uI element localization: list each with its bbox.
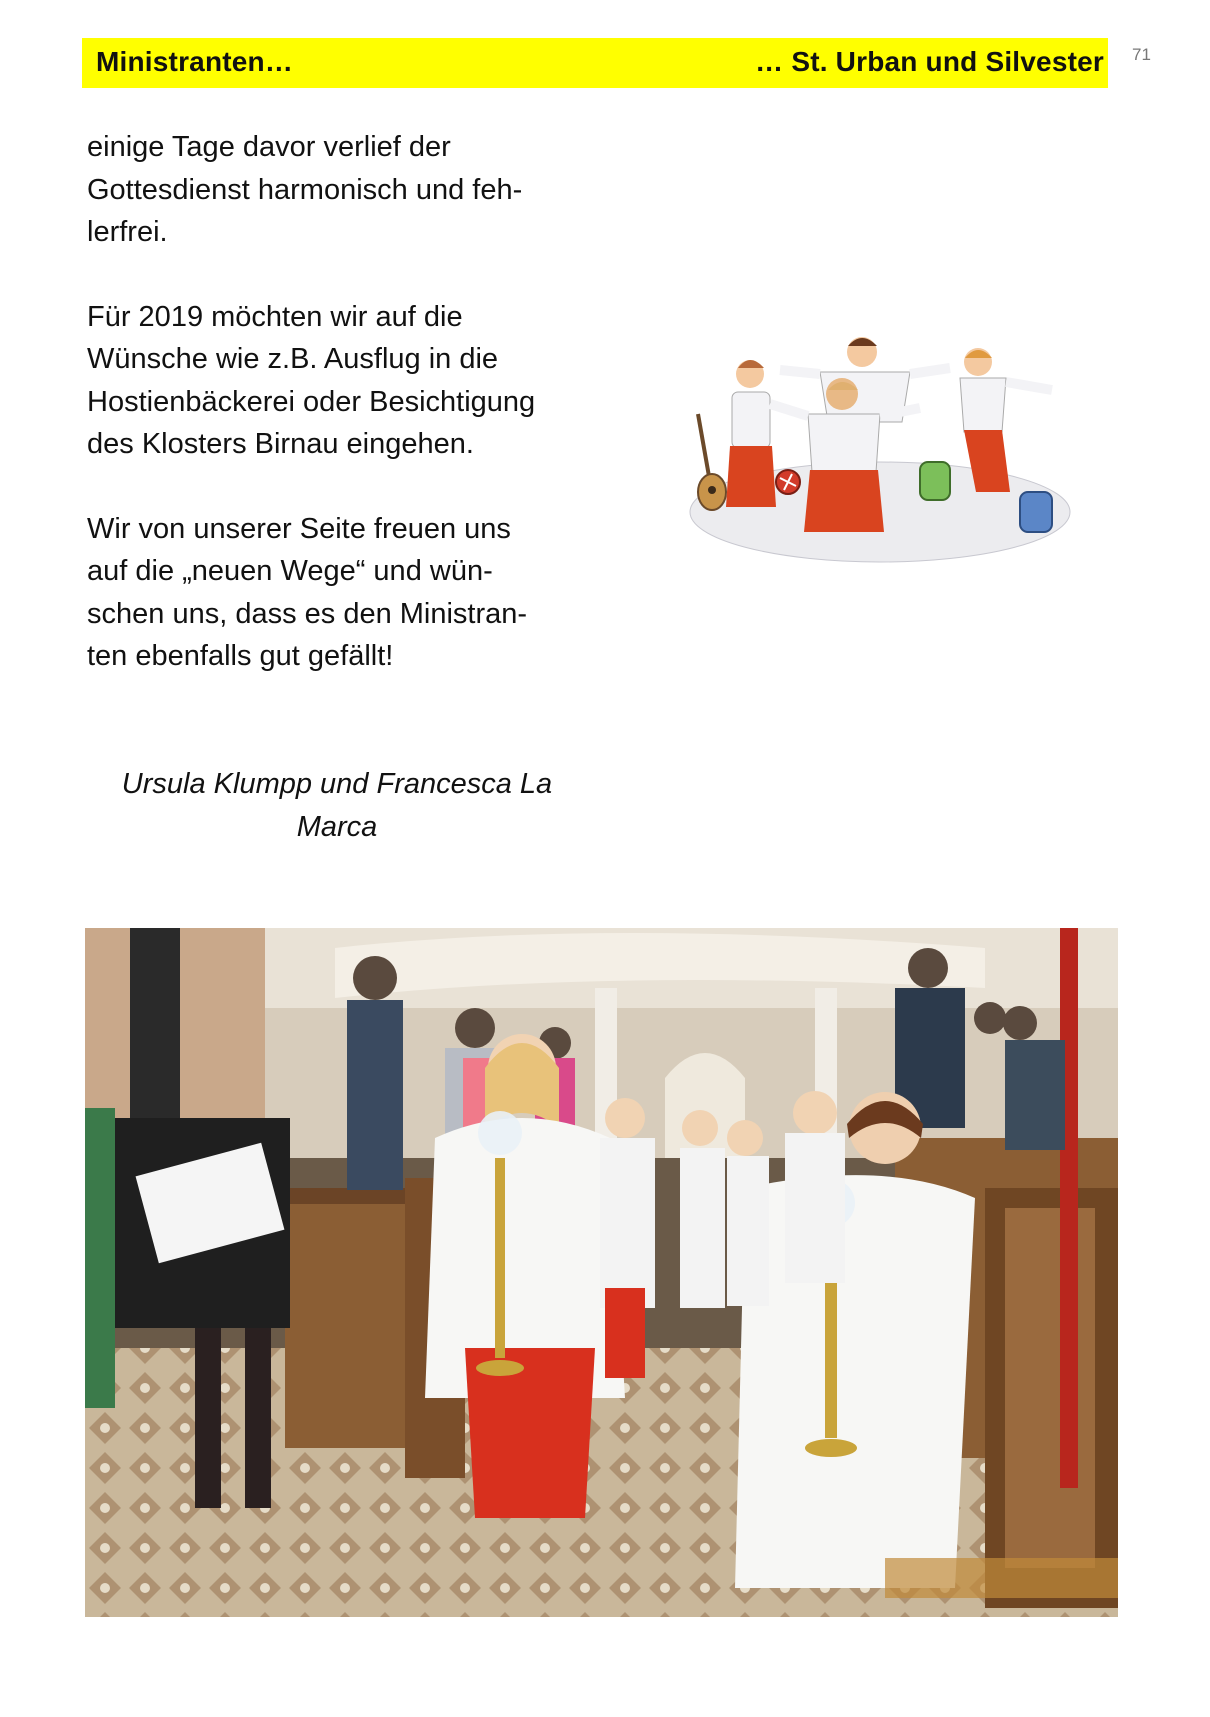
paragraph xyxy=(87,126,607,254)
author-signature xyxy=(87,763,587,848)
header-parish-name: … St. Urban und Silvester xyxy=(755,46,1104,77)
text-line: auf die „neuen Wege“ und wün- xyxy=(87,555,493,587)
text-line: schen uns, dass es den Ministran- xyxy=(87,597,528,630)
paragraph xyxy=(87,296,607,466)
author-line: Marca xyxy=(296,810,378,843)
text-line: Wünsche wie z.B. Ausflug in die xyxy=(87,343,499,375)
server-figure-left xyxy=(726,360,776,507)
backpack-icon xyxy=(920,462,950,500)
text-line: des Klosters Birnau eingehen. xyxy=(87,428,474,460)
header-section-title: Ministranten… xyxy=(96,46,294,77)
header-bar xyxy=(82,38,1108,88)
text-line: Für 2019 möchten wir auf die xyxy=(87,300,463,333)
guitar-icon xyxy=(698,414,726,510)
text-line: Gottesdienst harmonisch und feh- xyxy=(87,173,523,206)
paragraph xyxy=(87,508,607,678)
text-line: lerfrei. xyxy=(87,216,168,248)
text-line: ten ebenfalls gut gefällt! xyxy=(87,640,394,672)
article-text xyxy=(87,126,607,720)
author-line: Ursula Klumpp und Francesca La xyxy=(121,768,553,800)
server-figure-back xyxy=(780,337,950,422)
backpack-icon xyxy=(1020,492,1052,532)
server-figure-right xyxy=(960,348,1052,492)
church-photo xyxy=(85,928,1118,1617)
page-number: 71 xyxy=(1132,45,1151,64)
altar-servers-illustration xyxy=(680,322,1080,582)
text-line: einige Tage davor verlief der xyxy=(87,131,451,163)
text-line: Hostienbäckerei oder Besichtigung xyxy=(87,385,536,418)
text-line: Wir von unserer Seite freuen uns xyxy=(87,512,511,545)
